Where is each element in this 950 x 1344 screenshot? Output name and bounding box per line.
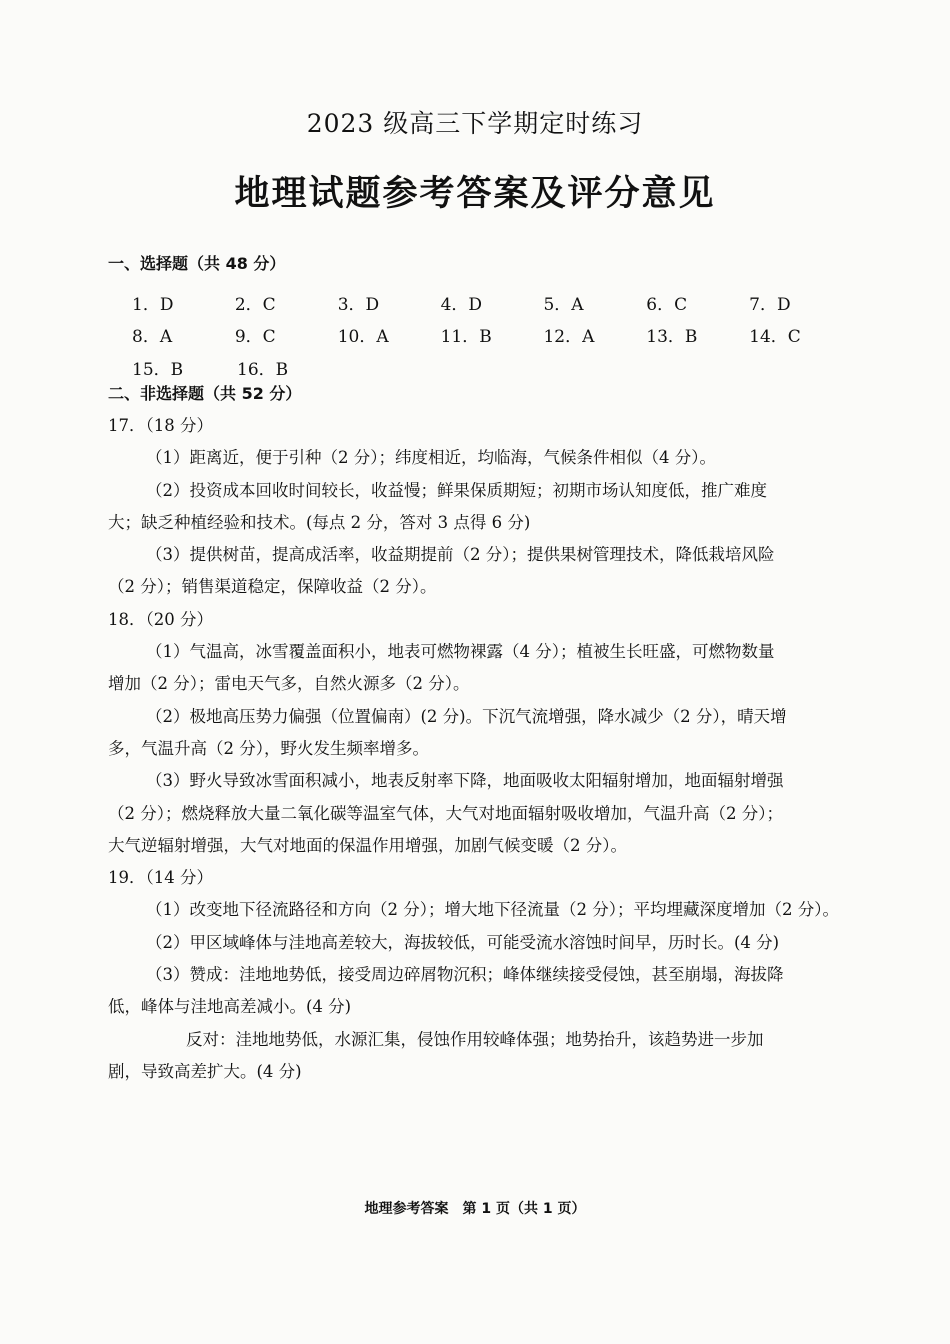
- answer-line: （2）极地高压势力偏强（位置偏南）(2 分)。下沉气流增强，降水减少（2 分），晴天增: [146, 706, 787, 726]
- answer-item: 5．A: [543, 294, 584, 315]
- answer-line: 增加（2 分）；雷电天气多，自然火源多（2 分）。: [108, 674, 470, 694]
- answer-line: （2）甲区域峰体与洼地高差较大，海拔较低，可能受流水溶蚀时间早，历时长。(4 分): [146, 932, 780, 952]
- answer-item: 1．D: [132, 294, 174, 315]
- answer-line: （1）距离近，便于引种（2 分）；纬度相近，均临海，气候条件相似（4 分）。: [146, 448, 716, 468]
- document-title: 地理试题参考答案及评分意见: [234, 174, 716, 214]
- question-heading-17: 17．（18 分）: [108, 416, 213, 435]
- answer-line: （1）气温高，冰雪覆盖面积小，地表可燃物裸露（4 分）；植被生长旺盛，可燃物数量: [146, 642, 775, 662]
- answer-line: 大气逆辐射增强，大气对地面的保温作用增强，加剧气候变暖（2 分）。: [108, 835, 627, 855]
- answer-item: 12．A: [543, 327, 595, 348]
- answer-item: 6．C: [646, 294, 688, 315]
- answer-line: 剧，导致高差扩大。(4 分): [108, 1061, 302, 1081]
- answer-line: 多，气温升高（2 分），野火发生频率增多。: [108, 738, 429, 758]
- answer-item: 8．A: [132, 327, 173, 348]
- answer-line: 低，峰体与洼地高差减小。(4 分): [108, 997, 352, 1017]
- answer-line: （2 分）；销售渠道稳定，保障收益（2 分）。: [108, 577, 437, 597]
- section-multiple-choice-heading: 一、选择题（共 48 分）: [108, 254, 286, 273]
- answer-item: 14．C: [749, 327, 801, 348]
- free-response-answers: [108, 410, 876, 1088]
- answer-line: （2）投资成本回收时间较长，收益慢；鲜果保质期短；初期市场认知度低，推广难度: [146, 480, 767, 500]
- multiple-choice-answers: [132, 286, 852, 384]
- question-heading-18: 18．（20 分）: [108, 609, 213, 629]
- answer-item: 2．C: [234, 294, 276, 315]
- answer-line: 大；缺乏种植经验和技术。(每点 2 分，答对 3 点得 6 分): [108, 512, 531, 532]
- answer-line: 反对：洼地地势低，水源汇集，侵蚀作用较峰体强；地势抬升，该趋势进一步加: [186, 1029, 764, 1049]
- answer-item: 10．A: [337, 327, 389, 348]
- answer-item: 9．C: [234, 327, 276, 348]
- answer-line: （3）赞成：洼地地势低，接受周边碎屑物沉积；峰体继续接受侵蚀，甚至崩塌，海拔降: [146, 965, 784, 985]
- answer-row: [132, 319, 852, 352]
- section-free-response-heading: 二、非选择题（共 52 分）: [108, 384, 302, 403]
- answer-item: 4．D: [440, 294, 483, 315]
- answer-row: [132, 351, 852, 384]
- answer-item: 7．D: [749, 294, 791, 315]
- answer-item: 11．B: [440, 327, 492, 348]
- answer-line: （3）野火导致冰雪面积减小，地表反射率下降，地面吸收太阳辐射增加，地面辐射增强: [146, 771, 784, 791]
- page-footer: 地理参考答案 第 1 页（共 1 页）: [364, 1201, 586, 1217]
- answer-item: 16．B: [237, 359, 289, 380]
- answer-row: [132, 286, 852, 319]
- answer-item: 13．B: [646, 327, 698, 348]
- exam-subtitle: 2023 级高三下学期定时练习: [306, 109, 644, 138]
- answer-item: 3．D: [337, 294, 380, 315]
- answer-line: （3）提供树苗，提高成活率，收益期提前（2 分）；提供果树管理技术，降低栽培风险: [146, 545, 775, 565]
- answer-line: （2 分）；燃烧释放大量二氧化碳等温室气体，大气对地面辐射吸收增加，气温升高（2 分）；: [108, 803, 783, 823]
- answer-item: 15．B: [132, 359, 184, 380]
- question-heading-19: 19．（14 分）: [108, 868, 213, 888]
- answer-line: （1）改变地下径流路径和方向（2 分）；增大地下径流量（2 分）；平均埋藏深度增加（2 分）。: [146, 900, 839, 920]
